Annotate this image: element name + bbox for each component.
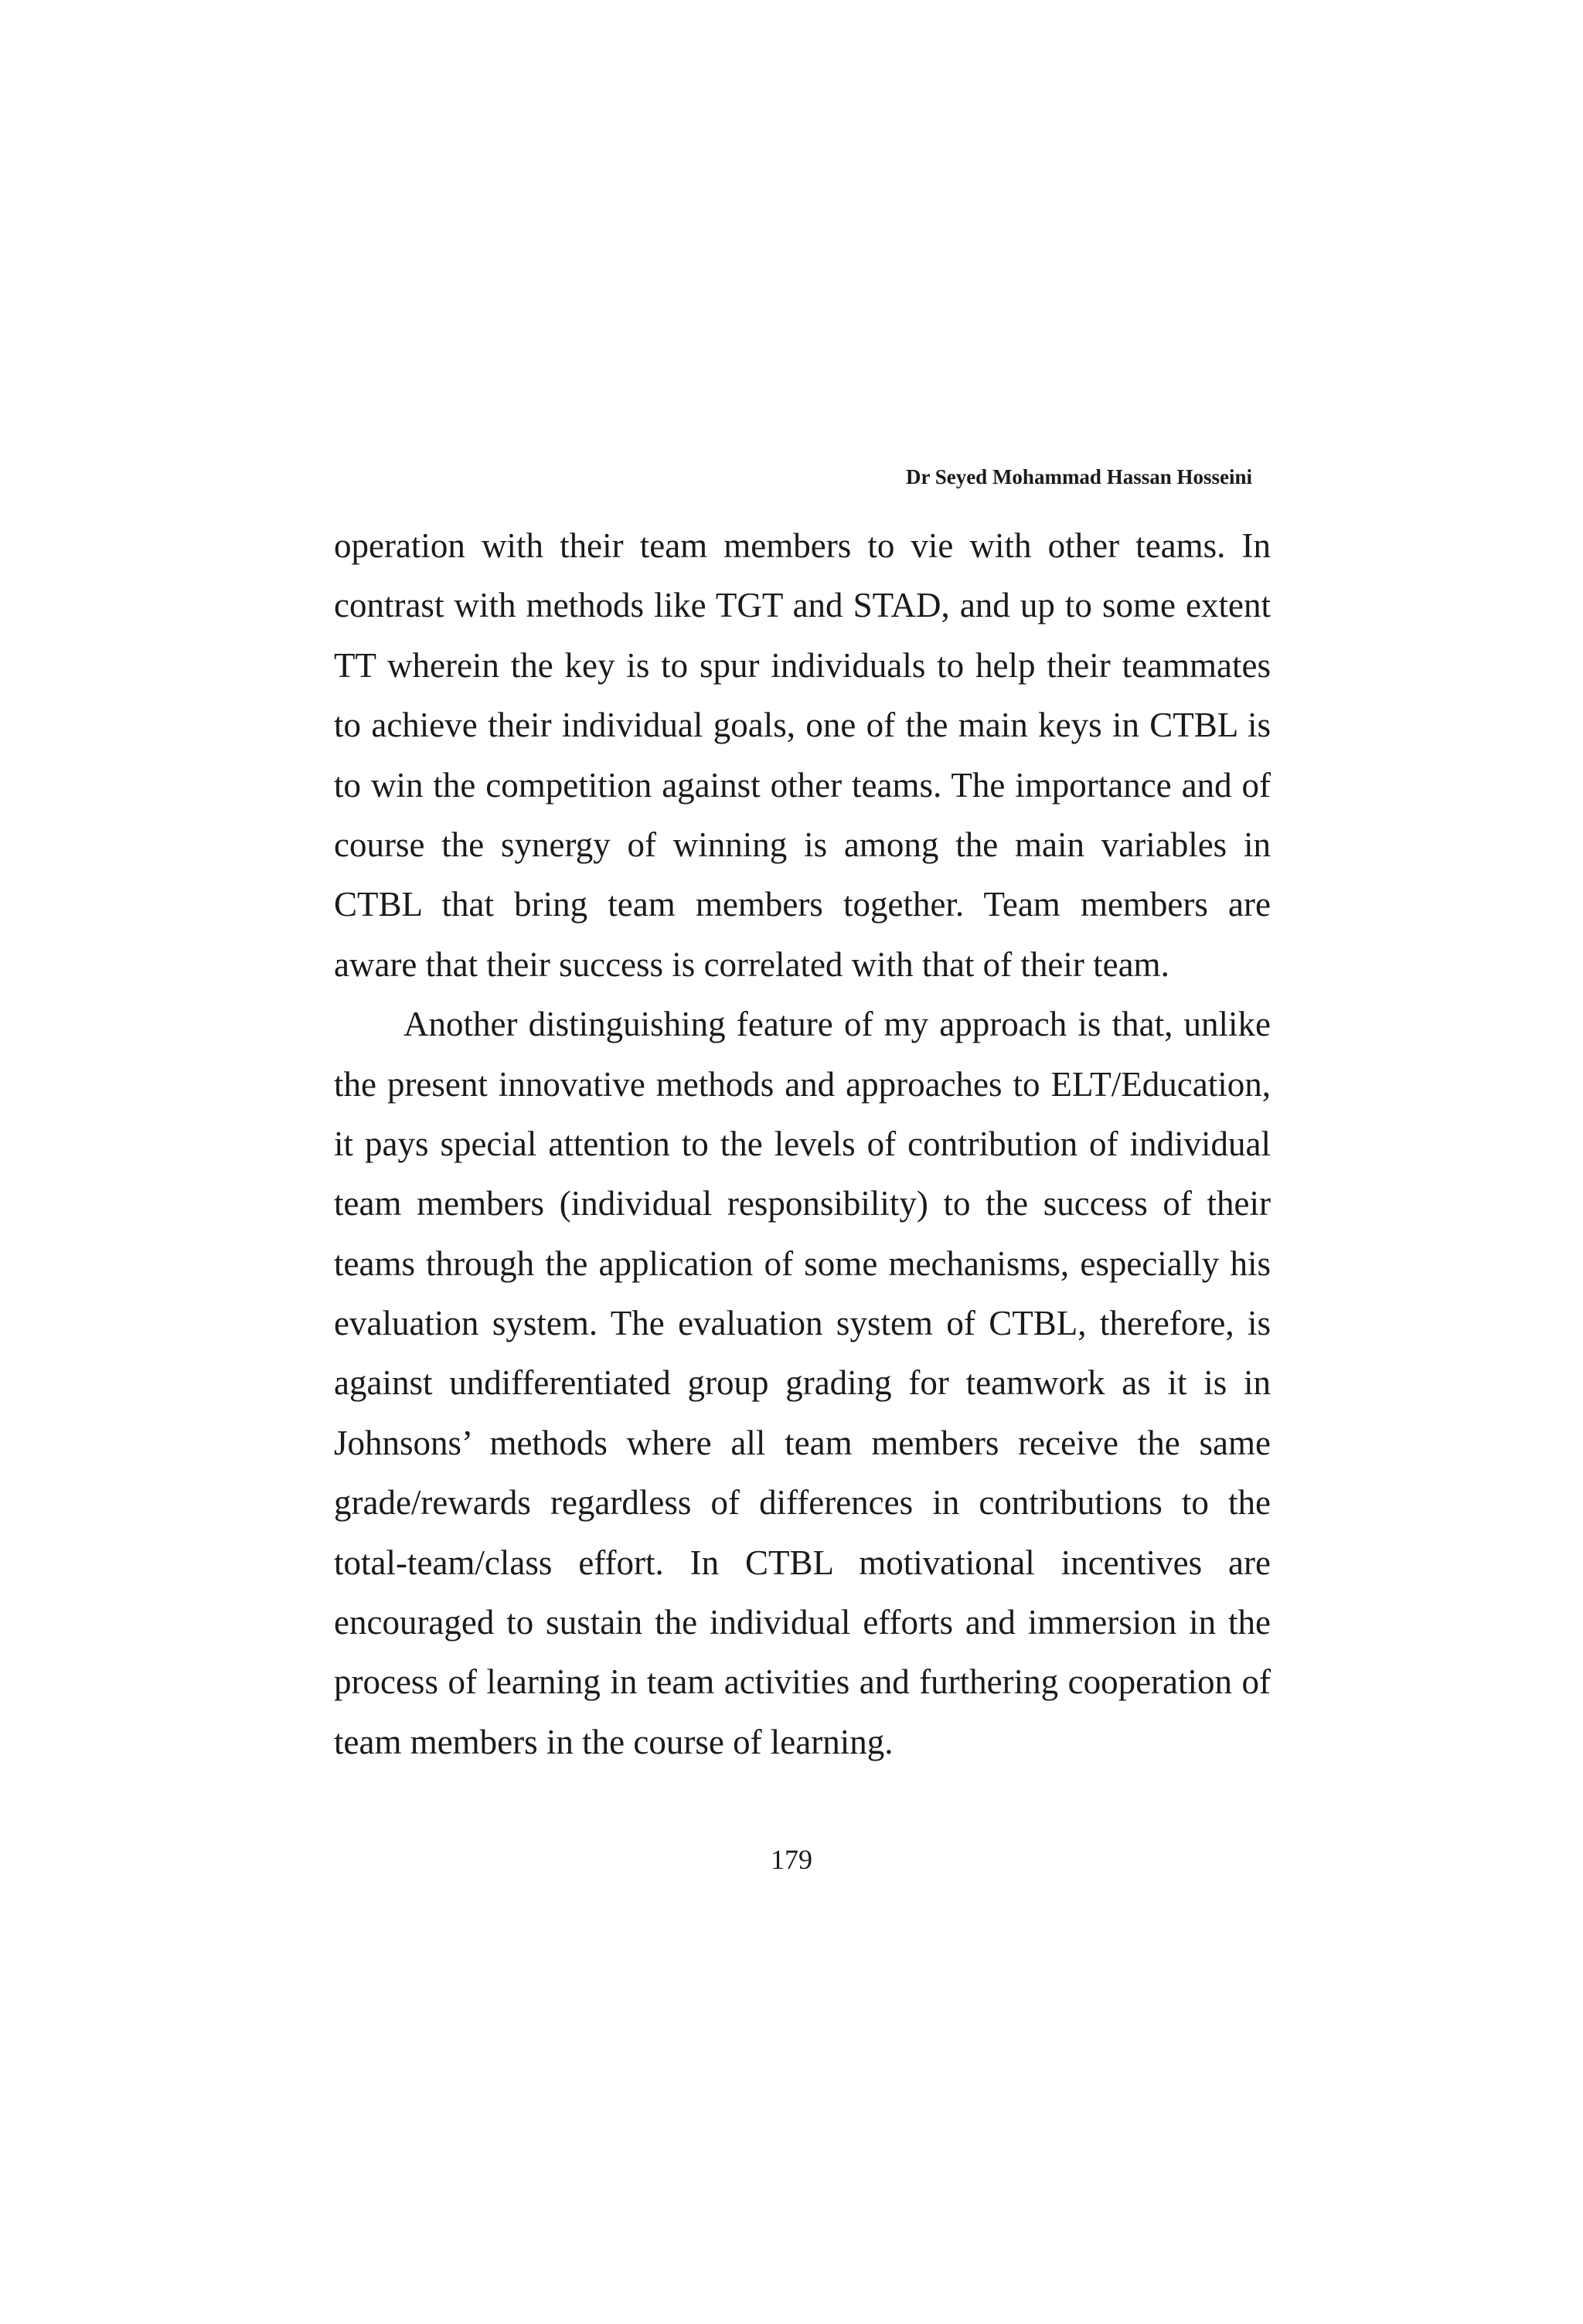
text-line: to achieve their individual goals, one of the main keys in CTBL is	[334, 706, 1271, 745]
text-line: the present innovative methods and approaches to ELT/Education,	[334, 1064, 1271, 1104]
text-line: total-team/class effort. In CTBL motivational incentives are	[334, 1543, 1271, 1582]
text-line: to win the competition against other teams. The importance and of	[334, 765, 1271, 805]
running-header-author: Dr Seyed Mohammad Hassan Hosseini	[905, 465, 1252, 488]
text-line: Another distinguishing feature of my approach is that, unlike	[403, 1005, 1271, 1044]
text-line: against undifferentiated group grading for teamwork as it is in	[334, 1363, 1271, 1403]
text-line: evaluation system. The evaluation system of CTBL, therefore, is	[334, 1304, 1271, 1343]
text-line: Johnsons’ methods where all team members receive the same	[334, 1423, 1271, 1462]
text-line: grade/rewards regardless of differences in contributions to the	[334, 1483, 1271, 1523]
text-line: encouraged to sustain the individual efforts and immersion in the	[334, 1603, 1271, 1642]
body-text	[334, 516, 1271, 1772]
text-line: team members in the course of learning.	[334, 1722, 894, 1761]
text-line: CTBL that bring team members together. Team members are	[334, 885, 1271, 924]
text-line: TT wherein the key is to spur individuals to help their teammates	[334, 645, 1271, 685]
paragraph-2	[334, 995, 1271, 1772]
text-line: process of learning in team activities and furthering cooperation of	[334, 1662, 1271, 1702]
text-line: team members (individual responsibility) to the success of their	[334, 1184, 1271, 1223]
text-line: course the synergy of winning is among the main variables in	[334, 825, 1271, 864]
text-line: contrast with methods like TGT and STAD, and up to some extent	[334, 586, 1271, 625]
paragraph-1	[334, 516, 1271, 995]
text-line: teams through the application of some mechanisms, especially his	[334, 1244, 1271, 1283]
text-line: operation with their team members to vie with other teams. In	[334, 526, 1271, 565]
text-line: aware that their success is correlated with that of their team.	[334, 944, 1169, 984]
text-line: it pays special attention to the levels of contribution of individual	[334, 1124, 1271, 1163]
page-number: 179	[771, 1844, 812, 1875]
